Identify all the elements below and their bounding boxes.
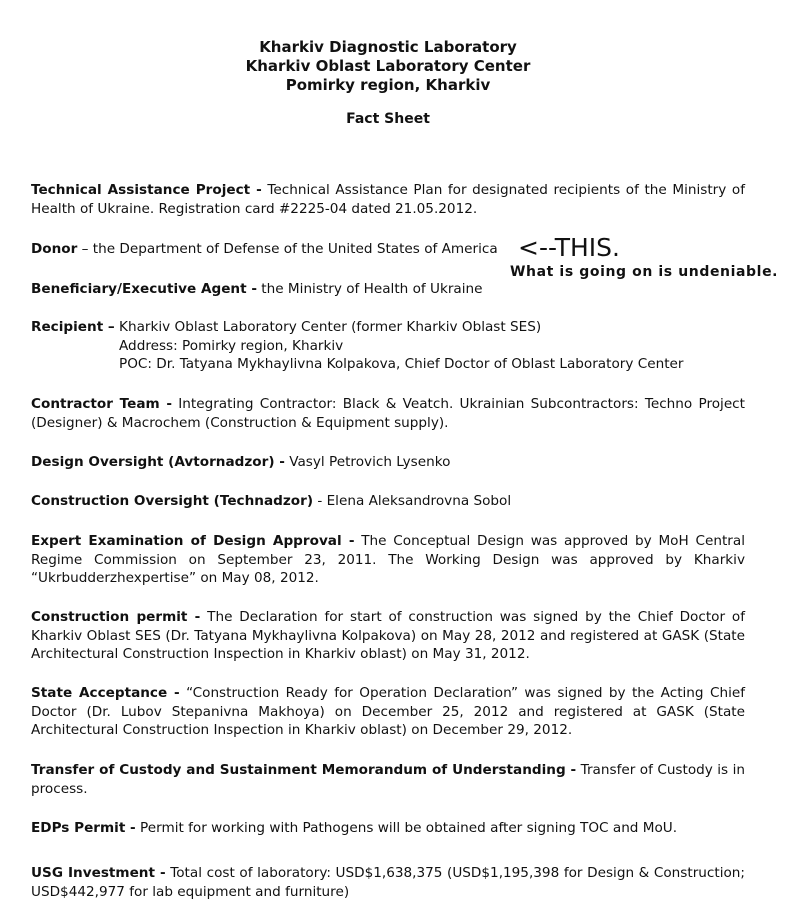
section-text: – the Department of Defense of the United States of America [77,241,498,257]
annotation-arrow-text: <--THIS. [518,233,620,262]
section-label: EDPs Permit - [31,820,136,836]
section-text: Total cost of laboratory: USD$1,638,375 (USD$1,195,398 for Design & Construction; USD$442,977 for lab equipment and furniture) [31,865,746,900]
section-text: Kharkiv Oblast Laboratory Center (former Kharkiv Oblast SES) [114,319,542,335]
section-text: The Declaration for start of construction was signed by the Chief Doctor of Kharkiv Oblast SES (Dr. Tatyana Mykhaylivna Kolpakova) on May 28, 2012 and registered at GASK (State Architectural Construction Inspection in Kharkiv oblast) on May 31, 2012. [31,609,746,662]
section-label: State Acceptance - [31,685,180,701]
section-design-oversight [31,453,745,472]
section-transfer-custody [31,761,745,798]
section-text: The Conceptual Design was approved by MoH Central Regime Commission on September 23, 2011. The Working Design was approved by Kharkiv “Ukrbudderzhexpertise” on May 08, 2012. [31,533,745,586]
header-title-line2: Kharkiv Oblast Laboratory Center [245,57,531,75]
section-label: Beneficiary/Executive Agent - [31,281,257,297]
annotation-caption: What is going on is undeniable. [510,264,779,280]
section-text: Integrating Contractor: Black & Veatch. Ukrainian Subcontractors: Techno Project (Designer) & Macrochem (Construction & Equipment supply). [31,396,745,431]
annotation-overlay [510,233,795,281]
section-label: Expert Examination of Design Approval - [31,533,355,549]
section-text: Vasyl Petrovich Lysenko [284,454,451,470]
section-construction-oversight [31,492,745,511]
section-text: Technical Assistance Plan for designated recipients of the Ministry of Health of Ukraine. Registration card #2225-04 dated 21.05.2012. [31,182,745,217]
section-label: Design Oversight (Avtornadzor) - [31,454,285,470]
section-text: - Elena Aleksandrovna Sobol [313,493,512,509]
section-label: Construction Oversight (Technadzor) [31,493,314,509]
section-text: Permit for working with Pathogens will be obtained after signing TOC and MoU. [135,820,678,836]
header-title-line3: Pomirky region, Kharkiv [285,76,491,94]
section-recipient [31,318,745,374]
recipient-address: Address: Pomirky region, Kharkiv [119,337,344,354]
section-text: Transfer of Custody is in process. [31,762,745,797]
section-construction-permit [31,608,745,664]
section-text: “Construction Ready for Operation Declaration” was signed by the Acting Chief Doctor (Dr. Lubov Stepanivna Makhoya) on December 25, 2012 and registered at GASK (State Architectural Construction Inspection in Kharkiv oblast) on December 29, 2012. [31,685,745,738]
section-label: Donor [31,241,78,257]
document-subtitle: Fact Sheet [346,111,430,127]
section-label: Technical Assistance Project - [31,182,262,198]
section-label: Recipient – [31,319,115,335]
document-header [31,38,745,127]
header-block [31,38,745,95]
section-label: Construction permit - [31,609,201,625]
recipient-poc: POC: Dr. Tatyana Mykhaylivna Kolpakova, Chief Doctor of Oblast Laboratory Center [119,356,684,372]
section-edps-permit [31,819,745,838]
section-beneficiary [31,280,745,299]
section-label: Contractor Team - [31,396,172,412]
section-label: Transfer of Custody and Sustainment Memorandum of Understanding - [31,762,577,778]
section-label: USG Investment - [31,865,166,881]
header-title-line1: Kharkiv Diagnostic Laboratory [259,38,517,56]
section-technical-assistance [31,181,745,218]
section-expert-examination [31,532,745,588]
section-donor [31,240,501,259]
section-contractor [31,395,745,432]
section-usg-investment [31,864,745,901]
section-text: the Ministry of Health of Ukraine [256,281,483,297]
section-state-acceptance [31,684,745,740]
